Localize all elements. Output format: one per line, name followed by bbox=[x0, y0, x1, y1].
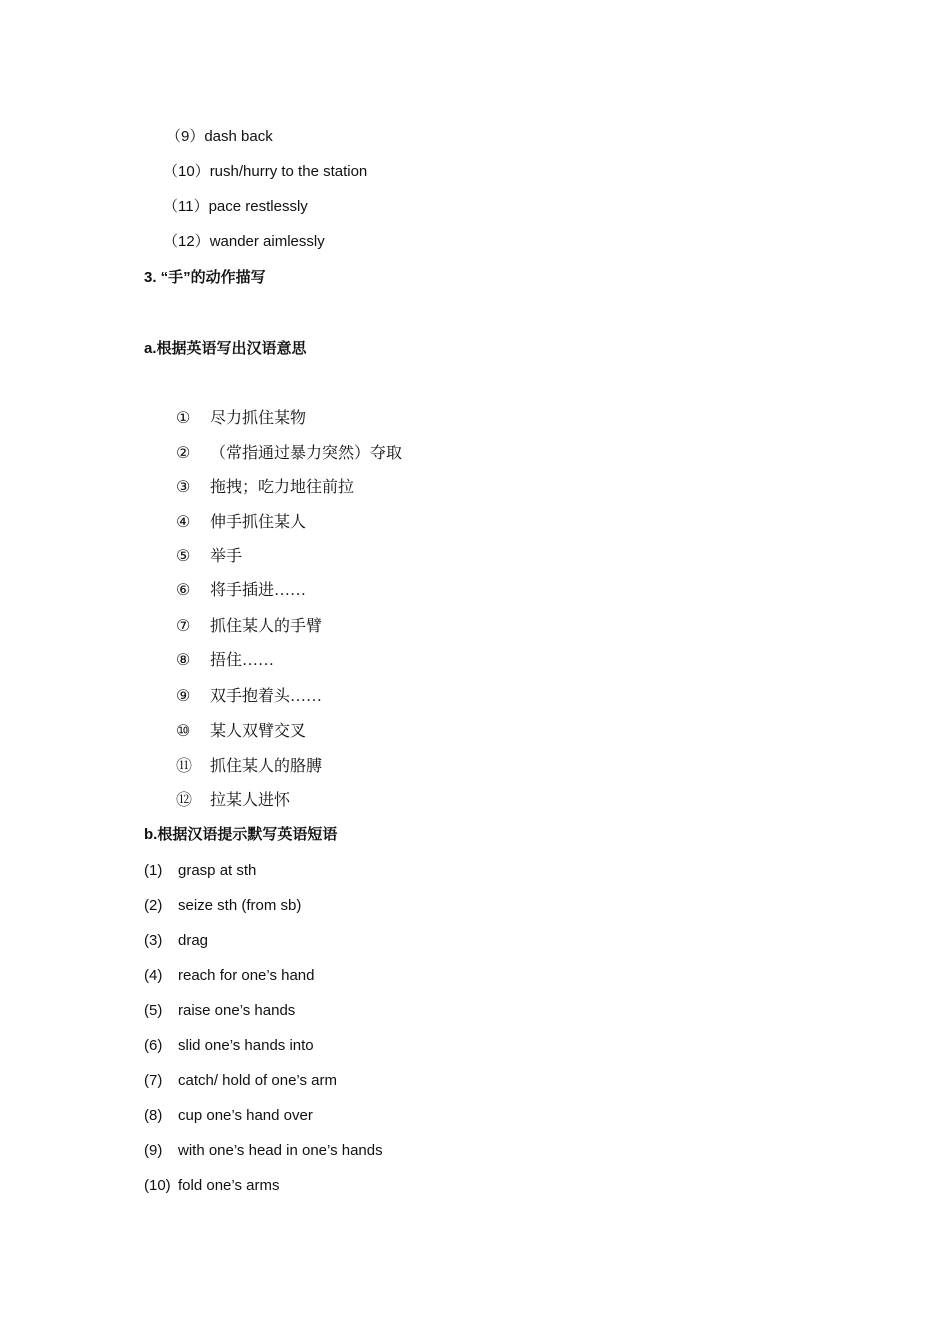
list-item bbox=[144, 1106, 313, 1126]
item-text: reach for one’s hand bbox=[178, 967, 315, 984]
item-text: 某人双臂交叉 bbox=[210, 723, 307, 740]
item-marker: ⑨ bbox=[176, 688, 191, 705]
item-number: (3) bbox=[144, 932, 163, 949]
item-marker: ③ bbox=[176, 479, 191, 496]
item-text: 捂住…… bbox=[210, 652, 275, 669]
item-text: 抓住某人的胳膊 bbox=[210, 758, 323, 775]
item-marker: ⑥ bbox=[176, 582, 191, 599]
list-item bbox=[176, 581, 306, 601]
list-item bbox=[176, 444, 402, 464]
item-text: 拉某人进怀 bbox=[210, 792, 291, 809]
list-item bbox=[144, 896, 301, 916]
list-item bbox=[176, 687, 322, 707]
item-number: (8) bbox=[144, 1107, 163, 1124]
list-item bbox=[144, 1176, 279, 1196]
list-item bbox=[144, 1071, 337, 1091]
item-marker: ⑦ bbox=[176, 618, 191, 635]
item-marker: ⑫ bbox=[176, 792, 193, 809]
item-text: 伸手抓住某人 bbox=[210, 514, 307, 531]
list-item bbox=[163, 197, 308, 217]
list-item bbox=[176, 409, 306, 429]
list-item bbox=[144, 1001, 295, 1021]
item-text: rush/hurry to the station bbox=[209, 163, 368, 180]
item-text: pace restlessly bbox=[208, 198, 308, 215]
item-number: (7) bbox=[144, 1072, 163, 1089]
item-text: grasp at sth bbox=[178, 862, 257, 879]
item-number: （11） bbox=[163, 198, 209, 215]
list-item bbox=[163, 162, 367, 182]
item-text: 举手 bbox=[210, 548, 243, 565]
item-text: 拖拽；吃力地往前拉 bbox=[210, 479, 355, 496]
list-item bbox=[176, 791, 290, 811]
list-item bbox=[176, 547, 242, 567]
item-number: (5) bbox=[144, 1002, 163, 1019]
item-number: (4) bbox=[144, 967, 163, 984]
list-item bbox=[176, 513, 306, 533]
item-text: raise one’s hands bbox=[178, 1002, 296, 1019]
item-number: (10) bbox=[144, 1177, 171, 1194]
part-a-heading: a.根据英语写出汉语意思 bbox=[144, 340, 307, 357]
item-text: fold one’s arms bbox=[178, 1177, 280, 1194]
item-text: catch/ hold of one’s arm bbox=[178, 1072, 337, 1089]
item-text: wander aimlessly bbox=[209, 233, 325, 250]
item-number: (2) bbox=[144, 897, 163, 914]
item-marker: ④ bbox=[176, 514, 191, 531]
item-number: （12） bbox=[163, 233, 210, 250]
item-marker: ⑩ bbox=[176, 723, 191, 740]
list-item bbox=[176, 757, 322, 777]
item-text: 将手插进…… bbox=[210, 582, 307, 599]
list-item bbox=[144, 966, 315, 986]
item-number: (1) bbox=[144, 862, 163, 879]
item-marker: ⑪ bbox=[176, 758, 193, 775]
part-b-heading: b.根据汉语提示默写英语短语 bbox=[144, 826, 338, 843]
item-text: 双手抱着头…… bbox=[210, 688, 323, 705]
list-item bbox=[163, 232, 325, 252]
item-text: 抓住某人的手臂 bbox=[210, 618, 323, 635]
list-item bbox=[144, 1141, 383, 1161]
item-text: （常指通过暴力突然）夺取 bbox=[210, 445, 403, 462]
section-heading: 3. “手”的动作描写 bbox=[144, 269, 266, 286]
item-text: seize sth (from sb) bbox=[178, 897, 302, 914]
item-marker: ② bbox=[176, 445, 191, 462]
item-text: 尽力抓住某物 bbox=[210, 410, 307, 427]
item-marker: ⑧ bbox=[176, 652, 191, 669]
item-text: dash back bbox=[204, 128, 273, 145]
list-item bbox=[176, 722, 306, 742]
item-marker: ① bbox=[176, 410, 191, 427]
item-number: （10） bbox=[163, 163, 210, 180]
list-item bbox=[144, 861, 256, 881]
item-number: (6) bbox=[144, 1037, 163, 1054]
item-number: （9） bbox=[166, 128, 205, 145]
item-number: (9) bbox=[144, 1142, 163, 1159]
item-text: slid one’s hands into bbox=[178, 1037, 314, 1054]
item-marker: ⑤ bbox=[176, 548, 191, 565]
list-item bbox=[144, 931, 208, 951]
item-text: with one’s head in one’s hands bbox=[178, 1142, 383, 1159]
list-item bbox=[176, 478, 354, 498]
list-item bbox=[166, 127, 273, 147]
list-item bbox=[144, 1036, 314, 1056]
list-item bbox=[176, 617, 322, 637]
item-text: drag bbox=[178, 932, 209, 949]
item-text: cup one’s hand over bbox=[178, 1107, 313, 1124]
list-item bbox=[176, 651, 274, 671]
